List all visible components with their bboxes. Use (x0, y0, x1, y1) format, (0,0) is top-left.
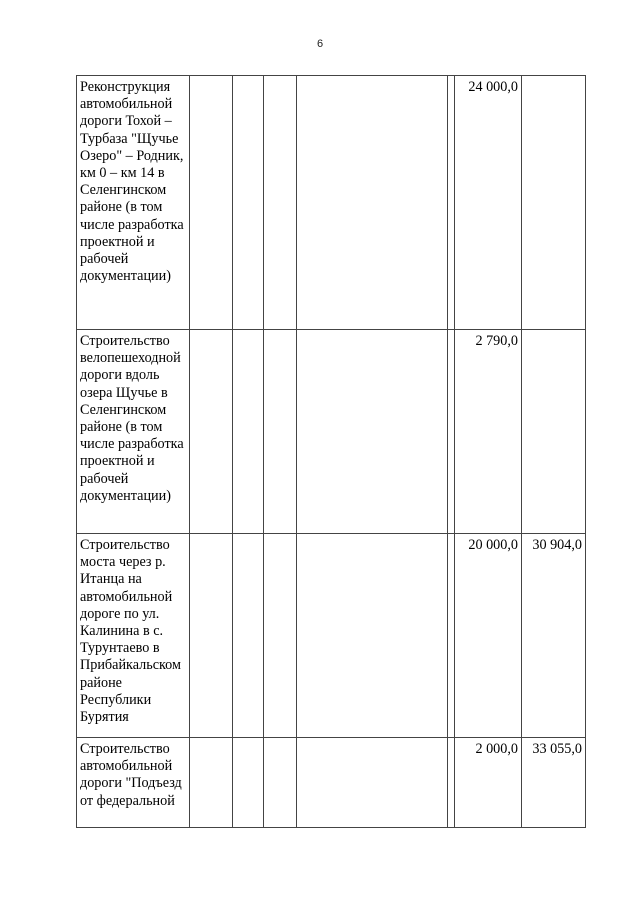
amount-cell (522, 76, 586, 330)
empty-cell (264, 76, 297, 330)
empty-cell (190, 330, 233, 534)
table-row (77, 76, 586, 330)
table-row (77, 738, 586, 828)
empty-cell (448, 738, 455, 828)
empty-cell (264, 738, 297, 828)
page-number: 6 (316, 38, 324, 50)
budget-table (76, 75, 586, 828)
empty-cell (448, 330, 455, 534)
empty-cell (190, 738, 233, 828)
amount-cell: 30 904,0 (522, 534, 586, 738)
empty-cell (264, 534, 297, 738)
amount-cell: 33 055,0 (522, 738, 586, 828)
empty-cell (190, 76, 233, 330)
empty-cell (233, 76, 264, 330)
table-row (77, 330, 586, 534)
object-name-cell: Строительство автомобильной дороги "Подъезд от федеральной (77, 738, 190, 828)
empty-cell (233, 534, 264, 738)
empty-cell (264, 330, 297, 534)
empty-cell (448, 534, 455, 738)
amount-cell: 2 000,0 (455, 738, 522, 828)
empty-cell (448, 76, 455, 330)
object-name-cell: Реконструкция автомобильной дороги Тохой – Турбаза "Щучье Озеро" – Родник, км 0 – км 14 в Селенгинском районе (в том числе разработка проектной и рабочей документации) (77, 76, 190, 330)
amount-cell: 20 000,0 (455, 534, 522, 738)
amount-cell (522, 330, 586, 534)
table-row (77, 534, 586, 738)
amount-cell: 2 790,0 (455, 330, 522, 534)
object-name-cell: Строительство моста через р. Итанца на автомобильной дороге по ул. Калинина в с. Турунтаево в Прибайкальском районе Республики Бурятия (77, 534, 190, 738)
empty-cell (297, 534, 448, 738)
empty-cell (233, 330, 264, 534)
amount-cell: 24 000,0 (455, 76, 522, 330)
empty-cell (297, 330, 448, 534)
empty-cell (190, 534, 233, 738)
empty-cell (297, 76, 448, 330)
object-name-cell: Строительство велопешеходной дороги вдоль озера Щучье в Селенгинском районе (в том числе разработка проектной и рабочей документации) (77, 330, 190, 534)
empty-cell (233, 738, 264, 828)
empty-cell (297, 738, 448, 828)
